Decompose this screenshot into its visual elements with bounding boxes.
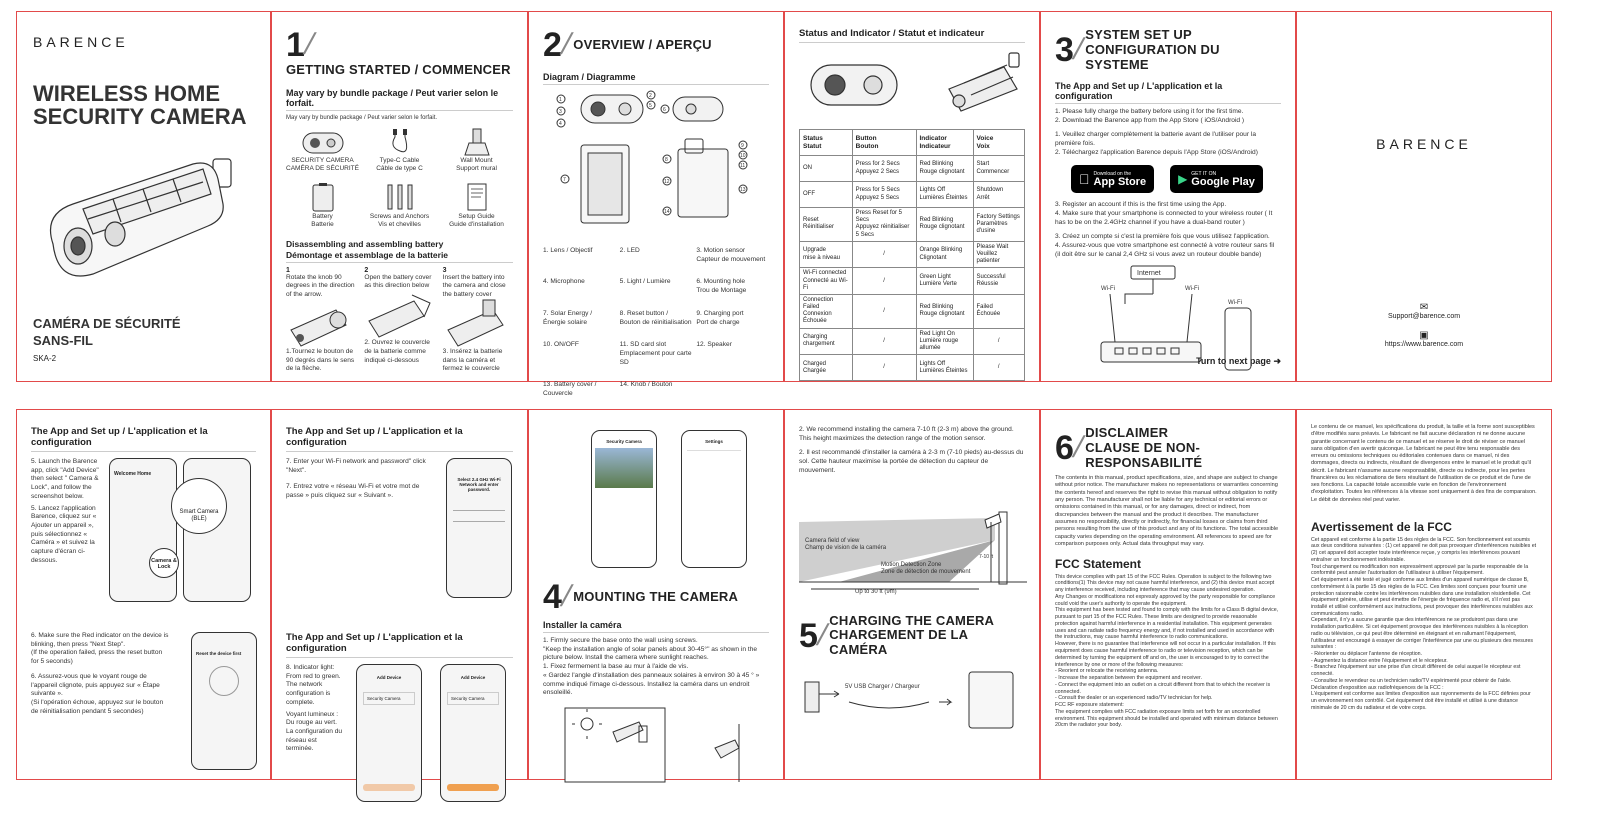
phone-live-view: Security Camera [591,430,657,568]
step-number: 2 [543,26,562,64]
step5-text: 5. Launch the Barence app, click "Add Device" then select " Camera & Lock", and follow the screenshot below. 5. Lancez l'application Barence, cliquez sur « Ajouter un appareil », puis sélectionnez « Caméra » et suivez la capture d'écran ci-dessous. [31,458,99,564]
part-label: 14. Knob / Bouton [619,381,673,389]
back-cover-panel [1296,11,1552,382]
wifi-label: Wi-Fi [1101,285,1115,292]
mounting-subheading: Installer la caméra [543,620,769,633]
web-icon: ▣ [1419,330,1429,341]
google-play-badge[interactable]: ▶ GET IT ON Google Play [1170,165,1263,193]
step-number: 1 [286,26,305,64]
part-label: 10. ON/OFF [543,341,579,349]
callout-6: 6 [663,107,666,113]
mounting-illustration [543,704,771,784]
status-heading: Status and Indicator / Statut et indicateur [799,28,1025,43]
callout-8: 8 [665,157,668,163]
status-camera-illustration [799,49,1027,119]
charging-panel: 2. We recommend installing the camera 7-10 ft (2-3 m) above the ground. This height maximizes the detection range of the motion sensor. 2. Il est recommandé d'installer la caméra à 2-3 m (7-10 pieds) au-dessus du sol. Cette hauteur maximise la portée de détection du capteur de mouvement. Camera field of view Champ de vision de la caméra Motion Detection Zone Zone de détection de mouvement 7-10 ft Up to 30 ft (9m) 5 / CHARGING THE CAMERA CHARGEMENT DE LA CAMÉRA 5V USB Charger / Chargeur [784,409,1040,780]
play-icon: ▶ [1167,172,1177,187]
step-number: 6 [1055,429,1074,468]
callout-4: 4 [559,121,562,127]
wifi-label: Wi-Fi [1185,285,1199,292]
step-title: OVERVIEW / APERÇU [573,36,712,52]
step6-text: 6. Make sure the Red indicator on the device is blinking, then press "Next Step". (If the operation failed, press the reset button for 5 seconds) 6. Assurez-vous que le voyant rouge de l'appareil clignote, puis appuyez sur « Étape suivante ». (Si l'opération échoue, appuyez sur le bouton de réinitialisation pendant 5 secondes) [31,632,169,715]
mail-icon: ✉ [1419,302,1429,313]
battery-step-3: 3 Insert the battery into the camera and close the battery cover 3. Insérez la batterie dans la caméra et fermez le couvercle [442,266,506,373]
callout-14: 14 [664,209,670,215]
parts-list [543,247,769,399]
part-label: 8. Reset button / Bouton de réinitialisation [619,309,692,326]
battery-step-1: 1 Rotate the knob 90 degrees in the direction of the arrow. 1.Tournez le bouton de 90 degrés dans le sens de la flèche. [286,266,355,373]
fr-disclaimer-text: Le contenu de ce manuel, les spécifications du produit, la taille et la forme sont susceptibles d'être modifiés sans préavis. Le fabricant ne fait aucune déclaration ni ne donne aucune garantie concernant le contenu de ce manuel et se réserve le droit de réviser ce manuel sans obligation d'en avertir quiconque. Le fabricant ne peut être tenu responsable des erreurs ou omissions techniques ou éditoriales contenues dans ce manuel, ni des dommages, directs ou indirects, résultant de divergences entre le manuel et le produit qu'il décrit. Le fabricant n'assume aucune responsabilité, directe ou indirecte, pour les pertes financières ou les réclamations de tiers résultant de l'utilisation de ce produit et de l'une de ses fonctions. La capacité totale accessible varie en fonction de l'environnement d'exploitation. Toutes les références à la vitesse sont uniquement à des fins de comparaison. Le débit de données réel peut varier. [1311,424,1537,503]
table-row: Charging chargement / Red Light On Lumière rouge allumée / [800,328,1025,355]
part-label: 3. Motion sensor Capteur de mouvement [696,247,766,263]
diagram-illustration [543,89,771,229]
brand-logo: BARENCE [1376,136,1472,152]
system-setup-panel: 3 / SYSTEM SET UP CONFIGURATION DU SYSTEME The App and Set up / L'application et la configuration 1. Please fully charge the battery before using it for the first time. 2. Download the Barence app from the App Store ( iOS/Android ) 1. Veuillez charger complètement la batterie avant de l'utiliser pour la première fois. 2. Téléchargez l'application Barence depuis l'App Store (iOS/Android) Download on the App Store ▶ GET IT ON Google Play 3. Register an account if this is the first time using the App. 4. Make sure that your smartphone is connected to your wireless router ( It has to be on the 2.4GHz channel if you have a dual-band router ) 3. Créez un compte si c'est la première fois que vous utilisez l'application. 4. Assurez-vous que votre smartphone est connecté à votre routeur sans fil (il doit être sur le canal 2,4 GHz si vous avez un routeur double bande) Internet Wi-Fi Wi-Fi Wi-Fi Turn to next page ➜ [1040,11,1296,382]
callout-12: 12 [664,179,670,185]
height-text-en: 2. We recommend installing the camera 7-10 ft (2-3 m) above the ground. This height maximizes the detection range of the motion sensor. [799,426,1014,442]
disclaimer-panel: 6 / DISCLAIMER CLAUSE DE NON-RESPONSABILITÉ The contents in this manual, product specifications, size, and shape are subject to change without prior notice. The manufacturer makes no representations or warranties concerning the contents hereof and reserves the right to revise this manual without obligation to notify any person. The manufacturer shall not be liable for any technical or editorial errors or omissions contained in this manual, or for any damages, direct or indirect, from discrepancies between the manual and the product it describes. The manufacturer assumes no responsibility, directly or indirectly, for financial losses or claims from third persons resulting from the use of this product and any of its functions. The total accessible capacity varies depending on the operating environment. All references to speed are for comparison purposes only. Actual data throughput may vary. FCC Statement This device complies with part 15 of the FCC Rules. Operation is subject to the following two conditions(1) This device may not cause harmful interference, and (2) this device must accept any interference received, including interference that may cause undesired operation. Any Changes or modifications not expressly approved by the party responsible for compliance could void the user's authority to operate the equipment. This equipment has been tested and found to comply with the limits for a Class B digital device, pursuant to part 15 of the FCC Rules. These limits are designed to provide reasonable protection against harmful interference in a residential installation. This equipment generates uses and can radiate radio frequency energy and, if not installed and used in accordance with the instructions, may cause harmful interference to radio communications. However, there is no guarantee that interference will not occur in a particular installation. If this equipment does cause harmful interference to radio or television reception, which can be determined by turning the equipment off and on, the user is encouraged to try to correct the interference by one or more of the following measures: - Reorient or relocate the receiving antenna. - Increase the separation between the equipment and receiver. - Connect the equipment into an outlet on a circuit different from that to which the receiver is connected. - Consult the dealer or an experienced radio/TV technician for help. FCC RF exposure statement: The equipment complies with FCC radiation exposure limits set forth for an uncontrolled environment. This equipment should be installed and operated with minimum distance between 20cm the radiator your body. [1040,409,1296,780]
fcc-text: This device complies with part 15 of the FCC Rules. Operation is subject to the following two conditions(1) This device may not cause harmful interference, and (2) this device must accept any interference received, including interference that may cause undesired operation. Any Changes or modifications not expressly approved by the party responsible for compliance could void the user's authority to operate the equipment. This equipment has been tested and found to comply with the limits for a Class B digital device, pursuant to part 15 of the FCC Rules. These limits are designed to provide reasonable protection against harmful interference in a residential installation. This equipment generates uses and can radiate radio frequency energy and, if not installed and used in accordance with the instructions, may cause harmful interference to radio communications. However, there is no guarantee that interference will not occur in a particular installation. If this equipment does cause harmful interference to radio or television reception, which can be determined by turning the equipment off and on, the user is encouraged to try to correct the interference by one or more of the following measures: - Reorient or relocate the receiving antenna. - Increase the separation between the equipment and receiver. - Connect the equipment into an outlet on a circuit different from that to which the receiver is connected. - Consult the dealer or an experienced radio/TV technician for help. FCC RF exposure statement: The equipment complies with FCC radiation exposure limits set forth for an uncontrolled environment. This equipment should be installed and operated with minimum distance between 20cm the radiator your body. [1055,573,1279,729]
height-text-fr: 2. Il est recommandé d'installer la caméra à 2-3 m (7-10 pieds) au-dessus du sol. Cette hauteur maximise la portée de détection du capteur de mouvement. [799,449,1024,474]
camera-illustration [33,134,248,294]
app-setup-panel-1 [16,409,271,780]
part-label: 11. SD card slot Emplacement pour carte SD [619,341,692,366]
bundle-note: May vary by bundle package / Peut varier selon le forfait. [286,115,438,121]
callout-9: 9 [741,143,744,149]
part-label: 2. LED [619,247,640,254]
battery-step-2: 2 Open the battery cover as this direction below 2. Ouvrez le couvercle de la batterie comme indiqué ci-dessous [364,266,432,364]
brand-logo: BARENCE [33,34,129,50]
step-number: 4 [543,578,562,616]
website-link[interactable]: https://www.barence.com [1384,341,1464,348]
disclaimer-text: The contents in this manual, product specifications, size, and shape are subject to change without prior notice. The manufacturer makes no representations or warranties concerning the contents hereof and reserves the right to revise this manual without obligation to notify any person. The manufacturer shall not be liable for any technical or editorial errors or omissions contained in this manual, or for any damages, direct or indirect, from discrepancies between the manual and the product it describes. The manufacturer assumes no responsibility, directly or indirectly, for financial losses or claims from third persons resulting from the use of this product and any of its functions. The total accessible capacity varies depending on the operating environment. All references to speed are for comparison purposes only. Actual data throughput may vary. [1055,474,1279,548]
part-label: 13. Battery cover / Couvercle [543,381,597,398]
item-battery: Battery Batterie [286,183,359,229]
zone-label-fr: Zone de détection de mouvement [881,568,971,575]
table-row: Charged Chargée / Lights Off Lumières Éteintes / [800,355,1025,381]
phone-settings: Settings [681,430,747,568]
mounting-panel: Security Camera Settings 4 / MOUNTING THE CAMERA Installer la caméra 1. Firmly secure the base onto the wall using screws. "Keep the installation angle of solar panels about 30-45°" as shown in the picture below. Install the camera where sunlight reaches. 1. Fixez fermement la base au mur à l'aide de vis. « Gardez l'angle d'installation des panneaux solaires à environ 30 à 45 ° » comme indiqué l'image ci-dessous. Installez la caméra dans un endroit ensoleillé. [528,409,784,780]
zone-label: Motion Detection Zone [881,561,942,568]
status-table [799,129,1025,381]
table-row: Wi-Fi connected Connecté au Wi-Fi / Green Light Lumière Verte Successful Réussie [800,268,1025,295]
smart-camera-bubble: Smart Camera (BLE) [171,478,227,534]
model-number: SKA-2 [33,353,57,363]
callout-3: 3 [559,109,562,115]
battery-steps [286,267,513,374]
mounting-text-en: 1. Firmly secure the base onto the wall using screws. "Keep the installation angle of solar panels about 30-45°" as shown in the picture below. Install the camera where sunlight reaches. [543,637,758,662]
overview-panel: 2/OVERVIEW / APERÇU Diagram / Diagramme 1 3 2 5 4 6 7 8 9 10 11 12 13 14 1. Lens / Objectif 2. LED 3. Motion sensor Capteur de mouvement 4. Microphone 5. Light / Lumière 6. Mounting hole Trou de Montage 7. Solar Energy / Énergie solaire 8. Reset button / Bouton de réinitialisation 9. Charging port Port de charge 10. ON/OFF 11. SD card slot Emplacement pour carte SD 12. Speaker 13. Battery cover / Couvercle 14. Knob / Bouton [528,11,784,382]
charging-illustration [799,664,1027,734]
cover-title-en: WIRELESS HOME SECURITY CAMERA [33,81,247,130]
callout-13: 13 [740,187,746,193]
fcc-heading: FCC Statement [1055,556,1142,571]
app-setup-heading: The App and Set up / L'application et la configuration [1055,81,1281,104]
table-row: Reset Réinitialiser Press Reset for 5 Secs Appuyez réinitialiser 5 Secs Red Blinking Rouge clignotant Factory Settings Paramètres d'usine [800,208,1025,242]
item-mount: Wall Mount Support mural [440,129,513,173]
arrow-right-icon: ➜ [1273,356,1281,366]
part-label: 6. Mounting hole Trou de Montage [696,278,747,295]
support-email[interactable]: Support@barence.com [1387,313,1461,320]
item-cable: Type-C Cable Câble de type C [363,129,436,173]
callout-11: 11 [740,163,746,169]
setup-text-en-1: 1. Please fully charge the battery before using it for the first time. 2. Download the Barence app from the App Store ( iOS/Android ) [1055,107,1245,124]
fr-fcc-text: Cet appareil est conforme à la partie 15 des règles de la FCC. Son fonctionnement est soumis aux deux conditions suivantes : (1) cet appareil ne doit pas provoquer d'interférences nuisibles et (2) cet appareil doit accepter toute interférence reçue, y compris les interférences pouvant entraîner un fonctionnement indésirable. Tout changement ou modification non expressément approuvé par la partie responsable de la conformité peut annuler l'autorisation de l'utilisateur à utiliser l'équipement. Cet équipement a été testé et jugé conforme aux limites d'un appareil numérique de classe B, conformément à la partie 15 des règles de la FCC. Ces limites sont conçues pour fournir une protection raisonnable contre les interférences nuisibles dans une installation résidentielle. Cet équipement génère, utilise et peut émettre de l'énergie de fréquence radio et, s'il n'est pas installé et utilisé conformément aux instructions, peut provoquer des interférences nuisibles aux communications radio. Cependant, il n'y a aucune garantie que des interférences ne se produiront pas dans une installation particulière. Si cet équipement provoque des interférences nuisibles à la réception radio ou télévision, ce qui peut être déterminé en éteignant et en rallumant l'équipement, l'utilisateur est encouragé à essayer de corriger l'interférence par une ou plusieurs des mesures suivantes : - Réorienter ou déplacer l'antenne de réception. - Augmentez la distance entre l'équipement et le récepteur. - Branchez l'équipement sur une prise d'un circuit différent de celui auquel le récepteur est connecté. - Consultez le revendeur ou un technicien radio/TV expérimenté pour obtenir de l'aide. Déclaration d'exposition aux radiofréquences de la FCC : L'équipement est conforme aux limites d'exposition aux rayonnements de la FCC définies pour un environnement non contrôlé. Cet équipement doit être installé et utilisé à une distance minimale de 20 cm du radiateur et de votre corps. [1311,536,1537,711]
table-row: Upgrade mise à niveau / Orange Blinking Clignotant Please Wait Veuillez patienter [800,241,1025,268]
fov-label-fr: Champ de vision de la caméra [805,544,887,551]
height-label: 7-10 ft [979,553,994,560]
part-label: 9. Charging port Port de charge [696,309,744,326]
cover-panel [16,11,271,382]
app-setup-heading: The App and Set up / L'application et la configuration [286,426,513,452]
part-label: 7. Solar Energy / Énergie solaire [543,309,593,326]
table-header: Status Statut Button Bouton Indicator Indicateur Voice Voix [800,130,1025,156]
diagram-heading: Diagram / Diagramme [543,72,769,85]
step7-text: 7. Enter your Wi-Fi network and password" click "Next". 7. Entrez votre « réseau Wi-Fi et votre mot de passe » puis cliquez sur « Suivant ». [286,458,426,500]
callout-7: 7 [563,177,566,183]
item-guide: Setup Guide Guide d'installation [440,183,513,229]
cover-title-fr: CAMÉRA DE SÉCURITÉ SANS-FIL [33,316,181,349]
app-store-badge[interactable]: Download on the App Store [1071,165,1154,193]
phone-add-device: Welcome Home [109,458,177,602]
part-label: 12. Speaker [696,341,732,349]
callout-2: 2 [649,93,652,99]
status-panel [784,11,1040,382]
phone-adding-device: Add Device Security Camera [356,664,422,802]
part-label: 4. Microphone [543,278,585,286]
step-title: DISCLAIMER CLAUSE DE NON-RESPONSABILITÉ [1085,425,1203,470]
fr-fcc-heading: Avertissement de la FCC [1311,519,1452,534]
step-number: 5 [799,616,818,655]
camera-lock-bubble: Camera & Lock [149,548,179,578]
table-row: ON Press for 2 Secs Appuyez 2 Secs Red Blinking Rouge clignotant Start Commencer [800,156,1025,182]
app-setup-panel-2 [271,409,528,780]
step-title: SYSTEM SET UP CONFIGURATION DU SYSTEME [1085,27,1220,72]
step8-text: 8. Indicator light: From red to green. The network configuration is complete. Voyant lumineux : Du rouge au vert. La configuration du réseau est terminée. [286,664,343,753]
getting-started-panel: 1/GETTING STARTED / COMMENCER May vary by bundle package / Peut varier selon le forfait. May vary by bundle package / Peut varier selon le forfait. SECURITY CAMERA CAMÉRA DE SÉCURITÉ Type-C Cable Câble de type C Wall Mount Support mural Battery Batterie Screws and Anchors Vis et chevilles Setup Guide Guide d'installation Disassembling and assembling battery Démontage et assemblage de la batterie 1 Rotate the knob 90 degrees in the direction of the arrow. 1.Tournez le bouton de 90 degrés dans le sens de la flèche. 2 Open the battery cover as this direction below 2. Ouvrez le couvercle de la batterie comme indiqué ci-dessous 3 Insert the battery into the camera and close the battery cover 3. Insérez la batterie dans la caméra et fermez le couvercle [271,11,528,382]
wifi-label: Wi-Fi [1228,299,1242,306]
app-setup-heading: The App and Set up / L'application et la configuration [31,426,256,452]
step-number: 3 [1055,31,1074,70]
setup-text-en-2: 3. Register an account if this is the first time using the App. 4. Make sure that your smartphone is connected to your wireless router ( It has to be on the 2.4GHz channel if you have a dual-band router ) [1055,201,1273,226]
part-label: 1. Lens / Objectif [543,247,593,254]
apple-icon [1079,171,1090,187]
callout-10: 10 [740,153,746,159]
setup-text-fr-2: 3. Créez un compte si c'est la première fois que vous utilisez l'application. 4. Assurez-vous que votre smartphone est connecté à votre routeur sans fil (il doit être sur le canal 2,4 GHz si vous avez un routeur double bande) [1055,233,1275,258]
fr-disclaimer-panel [1296,409,1552,780]
detection-zone-diagram [799,482,1027,594]
app-setup-heading-2: The App and Set up / L'application et la configuration [286,632,513,658]
callout-5: 5 [649,103,652,109]
part-label: 5. Light / Lumière [619,278,671,286]
phone-device-added: Add Device Security Camera [440,664,506,802]
callout-1: 1 [559,97,562,103]
setup-text-fr-1: 1. Veuillez charger complètement la batterie avant de l'utiliser pour la première fois. 2. Téléchargez l'application Barence depuis l'App Store (iOS/Android) [1055,131,1258,156]
range-label: Up to 30 ft (9m) [855,588,897,595]
item-camera: SECURITY CAMERA CAMÉRA DE SÉCURITÉ [286,129,359,173]
phone-reset-device: Reset the device first [191,632,257,770]
step-title: GETTING STARTED / COMMENCER [286,62,511,78]
package-contents [286,129,513,230]
step-title: MOUNTING THE CAMERA [573,588,739,604]
step-title: CHARGING THE CAMERA CHARGEMENT DE LA CAMÉRA [829,612,995,658]
next-page-hint: Turn to next page ➜ [1196,356,1281,366]
bundle-heading: May vary by bundle package / Peut varier selon le forfait. [286,88,513,111]
internet-label: Internet [1137,269,1161,277]
table-row: OFF Press for 5 Secs Appuyez 5 Secs Lights Off Lumières Éteintes Shutdown Arrêt [800,182,1025,208]
charger-label: 5V USB Charger / Chargeur [845,684,920,691]
mounting-text-fr: 1. Fixez fermement la base au mur à l'aide de vis. « Gardez l'angle d'installation des panneaux solaires à environ 30 à 45 ° » comme indiqué l'image ci-dessous. Installez la caméra dans un endroit ensoleillé. [543,663,760,697]
item-screws: Screws and Anchors Vis et chevilles [363,183,436,229]
fov-label: Camera field of view [805,537,860,544]
phone-wifi-entry: Select 2.4 GHz Wi-Fi Network and enter password. [446,458,512,598]
contact-block [1311,302,1537,348]
battery-heading: Disassembling and assembling battery Démontage et assemblage de la batterie [286,239,513,262]
table-row: Connection Failed Connexion Échouée / Red Blinking Rouge clignotant Failed Échouée [800,294,1025,328]
